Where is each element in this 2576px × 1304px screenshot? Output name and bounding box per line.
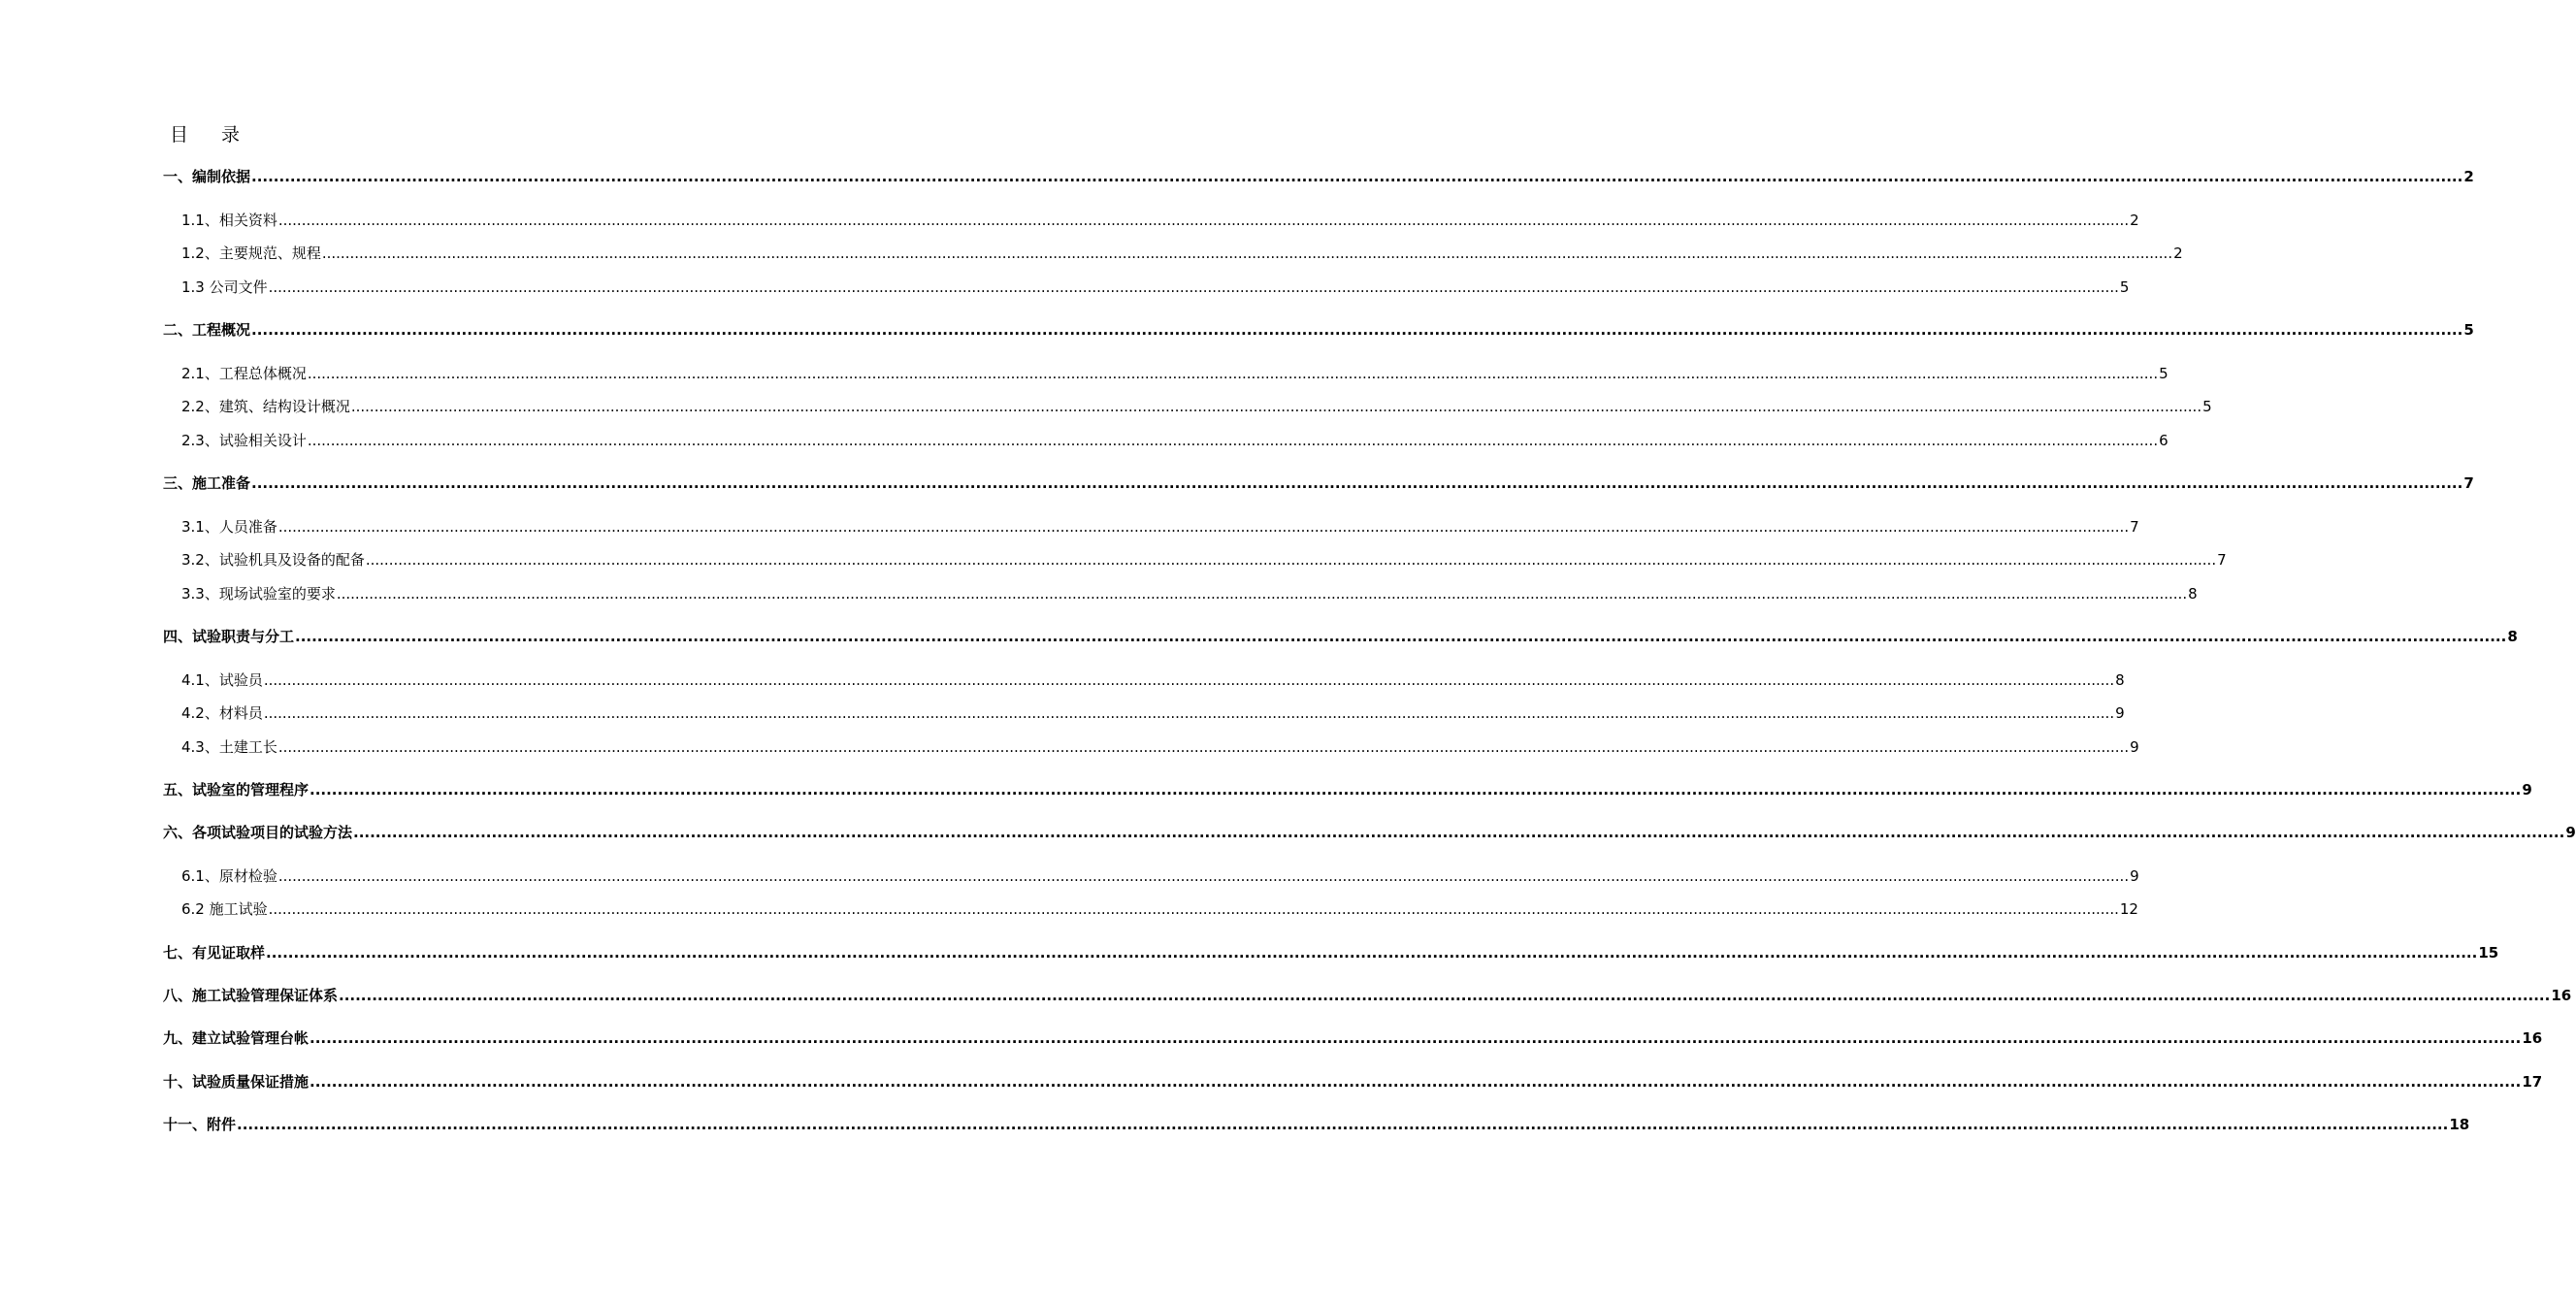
toc-entry[interactable] <box>163 984 2572 1005</box>
toc-entry-text: 3.1、人员准备 <box>181 518 277 536</box>
toc-entry-text: 2.3、试验相关设计 <box>181 432 307 449</box>
toc-entry[interactable] <box>163 165 2474 186</box>
toc-dot-leader: ................................................................................................................................................................................................................................................................................................................................................................................................................ <box>251 168 2463 185</box>
toc-entry-text: 七、有见证取样 <box>163 944 266 962</box>
toc-page-number: 18 <box>2449 1116 2470 1133</box>
toc-dot-leader: ................................................................................................................................................................................................................................................................................................................................................................................................................ <box>336 585 2188 603</box>
toc-page-number: 5 <box>2463 321 2474 339</box>
toc-entry[interactable] <box>181 362 2168 383</box>
toc-entry[interactable] <box>181 429 2168 450</box>
toc-dot-leader: ................................................................................................................................................................................................................................................................................................................................................................................................................ <box>251 321 2463 339</box>
toc-entry-text: 1.1、相关资料 <box>181 212 277 229</box>
toc-page-number: 16 <box>2522 1029 2543 1047</box>
toc-dot-leader: ................................................................................................................................................................................................................................................................................................................................................................................................................ <box>277 738 2130 756</box>
toc-dot-leader: ................................................................................................................................................................................................................................................................................................................................................................................................................ <box>268 900 2119 918</box>
toc-dot-leader: ................................................................................................................................................................................................................................................................................................................................................................................................................ <box>251 474 2463 492</box>
toc-entry-text: 六、各项试验项目的试验方法 <box>163 824 353 841</box>
toc-entry-text: 6.2 施工试验 <box>181 900 268 918</box>
toc-page-number: 9 <box>2522 781 2532 799</box>
toc-title: 目 录 <box>170 124 254 146</box>
toc-entry[interactable] <box>163 625 2518 646</box>
toc-dot-leader: ................................................................................................................................................................................................................................................................................................................................................................................................................ <box>310 1073 2522 1091</box>
toc-page-number: 15 <box>2478 944 2499 962</box>
toc-page-number: 8 <box>2115 671 2125 689</box>
toc-entry-text: 三、施工准备 <box>163 474 251 492</box>
toc-dot-leader: ................................................................................................................................................................................................................................................................................................................................................................................................................ <box>307 365 2159 382</box>
toc-dot-leader: ................................................................................................................................................................................................................................................................................................................................................................................................................ <box>350 398 2202 415</box>
toc-entry[interactable] <box>181 701 2125 723</box>
toc-page-number: 5 <box>2159 365 2168 382</box>
toc-dot-leader: ................................................................................................................................................................................................................................................................................................................................................................................................................ <box>277 518 2130 536</box>
toc-entry-text: 十、试验质量保证措施 <box>163 1073 310 1091</box>
toc-page-number: 9 <box>2130 867 2139 885</box>
toc-dot-leader: ................................................................................................................................................................................................................................................................................................................................................................................................................ <box>266 944 2478 962</box>
toc-entry-text: 6.1、原材检验 <box>181 867 277 885</box>
toc-dot-leader: ................................................................................................................................................................................................................................................................................................................................................................................................................ <box>268 278 2119 296</box>
toc-entry[interactable] <box>163 1113 2470 1134</box>
toc-entry[interactable] <box>181 668 2125 690</box>
toc-entry[interactable] <box>181 582 2198 603</box>
toc-entry-text: 一、编制依据 <box>163 168 251 185</box>
toc-page-number: 2 <box>2130 212 2139 229</box>
toc-page-number: 2 <box>2463 168 2474 185</box>
toc-entry[interactable] <box>181 515 2139 537</box>
toc-entry[interactable] <box>163 472 2474 493</box>
toc-entry-text: 四、试验职责与分工 <box>163 628 295 645</box>
toc-dot-leader: ................................................................................................................................................................................................................................................................................................................................................................................................................ <box>365 551 2217 569</box>
toc-entry[interactable] <box>181 395 2212 416</box>
toc-entry[interactable] <box>181 864 2139 886</box>
toc-dot-leader: ................................................................................................................................................................................................................................................................................................................................................................................................................ <box>310 1029 2522 1047</box>
toc-entry-text: 八、施工试验管理保证体系 <box>163 987 339 1004</box>
toc-entry[interactable] <box>163 318 2474 340</box>
toc-dot-leader: ................................................................................................................................................................................................................................................................................................................................................................................................................ <box>353 824 2565 841</box>
toc-entry-text: 二、工程概况 <box>163 321 251 339</box>
toc-entry[interactable] <box>181 242 2183 263</box>
toc-page-number: 8 <box>2188 585 2198 603</box>
toc-entry[interactable] <box>181 897 2138 919</box>
toc-page-number: 7 <box>2463 474 2474 492</box>
toc-entry-text: 1.2、主要规范、规程 <box>181 244 321 262</box>
toc-entry[interactable] <box>163 821 2576 842</box>
toc-dot-leader: ................................................................................................................................................................................................................................................................................................................................................................................................................ <box>263 704 2115 722</box>
toc-entry[interactable] <box>181 276 2130 297</box>
toc-dot-leader: ................................................................................................................................................................................................................................................................................................................................................................................................................ <box>277 212 2130 229</box>
toc-dot-leader: ................................................................................................................................................................................................................................................................................................................................................................................................................ <box>307 432 2159 449</box>
toc-entry[interactable] <box>163 941 2499 962</box>
toc-dot-leader: ................................................................................................................................................................................................................................................................................................................................................................................................................ <box>237 1116 2449 1133</box>
toc-entry[interactable] <box>163 1027 2543 1048</box>
toc-page-number: 9 <box>2565 824 2576 841</box>
toc-entry-text: 4.1、试验员 <box>181 671 263 689</box>
toc-page-number: 8 <box>2507 628 2518 645</box>
toc-page-number: 5 <box>2202 398 2212 415</box>
toc-dot-leader: ................................................................................................................................................................................................................................................................................................................................................................................................................ <box>277 867 2130 885</box>
toc-entry-text: 九、建立试验管理台帐 <box>163 1029 310 1047</box>
toc-entry-text: 五、试验室的管理程序 <box>163 781 310 799</box>
toc-entry-text: 十一、附件 <box>163 1116 237 1133</box>
toc-page-number: 5 <box>2119 278 2130 296</box>
toc-entry-text: 3.3、现场试验室的要求 <box>181 585 336 603</box>
toc-page-number: 7 <box>2130 518 2139 536</box>
toc-entry-text: 2.1、工程总体概况 <box>181 365 307 382</box>
toc-dot-leader: ................................................................................................................................................................................................................................................................................................................................................................................................................ <box>295 628 2507 645</box>
toc-page-number: 9 <box>2115 704 2125 722</box>
toc-page-number: 17 <box>2522 1073 2543 1091</box>
toc-entry-text: 3.2、试验机具及设备的配备 <box>181 551 365 569</box>
toc-entry[interactable] <box>163 778 2532 799</box>
toc-page-number: 2 <box>2173 244 2183 262</box>
toc-entry-text: 2.2、建筑、结构设计概况 <box>181 398 350 415</box>
toc-page-number: 16 <box>2551 987 2572 1004</box>
toc-entry-text: 4.3、土建工长 <box>181 738 277 756</box>
toc-dot-leader: ................................................................................................................................................................................................................................................................................................................................................................................................................ <box>339 987 2551 1004</box>
toc-entry[interactable] <box>163 1070 2543 1092</box>
toc-page-number: 6 <box>2159 432 2168 449</box>
toc-page-number: 7 <box>2217 551 2227 569</box>
toc-entry-text: 1.3 公司文件 <box>181 278 268 296</box>
toc-dot-leader: ................................................................................................................................................................................................................................................................................................................................................................................................................ <box>310 781 2522 799</box>
toc-entry[interactable] <box>181 548 2227 570</box>
toc-page-number: 12 <box>2119 900 2138 918</box>
toc-entry[interactable] <box>181 209 2139 230</box>
toc-dot-leader: ................................................................................................................................................................................................................................................................................................................................................................................................................ <box>263 671 2115 689</box>
toc-entry[interactable] <box>181 735 2139 757</box>
toc-entry-text: 4.2、材料员 <box>181 704 263 722</box>
toc-dot-leader: ................................................................................................................................................................................................................................................................................................................................................................................................................ <box>321 244 2173 262</box>
toc-page-number: 9 <box>2130 738 2139 756</box>
